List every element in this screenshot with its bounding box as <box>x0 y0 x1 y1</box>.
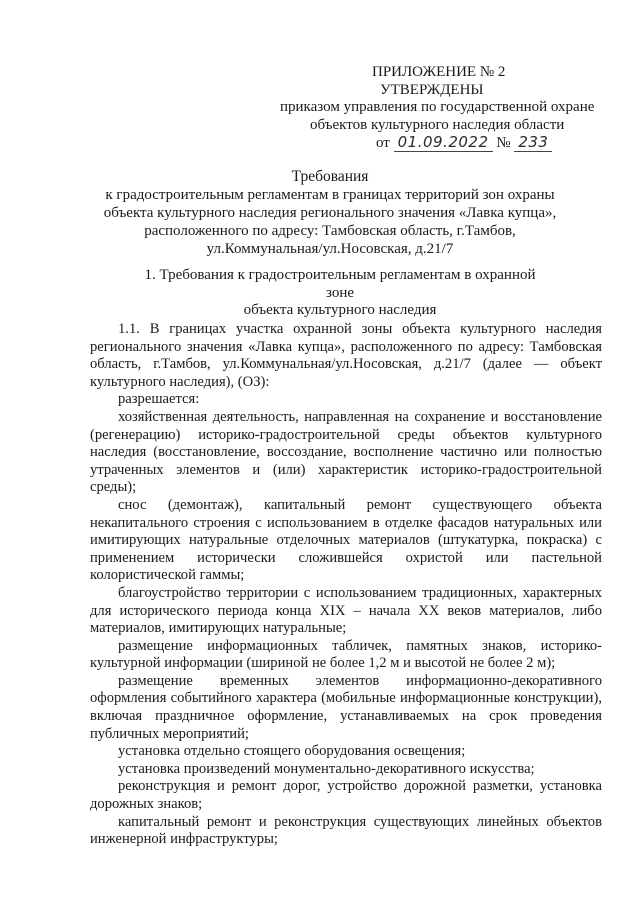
list-item: хозяйственная деятельность, направленная на сохранение и восстановление (регенерацию) историко-градостроительной среды объектов культурного наследия (восстановление, воссоздание, восполнение частично или полностью утраченных элементов и (или) характеристик историко-градостроительной среды); <box>90 408 602 496</box>
list-item: размещение временных элементов информационно-декоративного оформления событийного характера (мобильные информационные конструкции), включая праздничное оформление, устанавливаемых на срок проведения публичных мероприятий; <box>90 672 602 742</box>
list-item: снос (демонтаж), капитальный ремонт существующего объекта некапитального строения с использованием в отделке фасадов натуральных или имитирующих натуральные отделочных материалов (штукатурка, покраска) с применением исторически сложившейся охристой или пастельной колористической гаммы; <box>90 496 602 584</box>
list-item: капитальный ремонт и реконструкция существующих линейных объектов инженерной инфраструктуры; <box>90 813 602 848</box>
number-prefix: № <box>496 135 511 151</box>
approved-by-order: приказом управления по государственной охране <box>280 99 595 115</box>
title-line: к градостроительным регламентам в границах территорий зон охраны <box>105 187 555 203</box>
section-heading <box>130 267 550 320</box>
section-heading-line: 1. Требования к градостроительным регламентам в охранной зоне <box>144 267 536 301</box>
handwritten-date: 01.09.2022 <box>394 133 493 152</box>
title-line: расположенного по адресу: Тамбовская область, г.Тамбов, <box>144 223 516 239</box>
document-body <box>90 321 602 849</box>
document-title <box>95 168 565 258</box>
approved-label: УТВЕРЖДЕНЫ <box>380 81 484 98</box>
title-line: объекта культурного наследия регионального значения «Лавка купца», <box>103 205 557 221</box>
handwritten-order-number: 233 <box>514 133 552 152</box>
approval-stamp-block <box>270 64 600 153</box>
section-heading-line: объекта культурного наследия <box>243 302 437 318</box>
list-item: размещение информационных табличек, памятных знаков, историко-культурной информации (шириной не более 1,2 м и высотой не более 2 м); <box>90 637 602 672</box>
list-item: благоустройство территории с использованием традиционных, характерных для исторического периода конца XIX – начала XX веков материалов, либо материалов, имитирующих натуральные; <box>90 584 602 637</box>
list-item: установка произведений монументально-декоративного искусства; <box>118 760 535 777</box>
appendix-number: ПРИЛОЖЕНИЕ № 2 <box>372 64 506 80</box>
permitted-label: разрешается: <box>118 391 200 408</box>
list-item: реконструкция и ремонт дорог, устройство дорожной разметки, установка дорожных знаков; <box>90 778 602 813</box>
paragraph-1-1: 1.1. В границах участка охранной зоны объекта культурного наследия регионального значения «Лавка купца», расположенного по адресу: Тамбовская область, г.Тамбов, ул.Коммунальная/ул.Носовская, д.21/7 (далее –– объект культурного наследия), (ОЗ): <box>90 321 602 390</box>
title-heading: Требования <box>291 168 369 185</box>
date-prefix: от <box>376 135 390 151</box>
list-item: установка отдельно стоящего оборудования освещения; <box>118 743 466 760</box>
approved-by-authority: объектов культурного наследия области <box>310 116 565 133</box>
order-date-line <box>270 134 600 153</box>
title-line: ул.Коммунальная/ул.Носовская, д.21/7 <box>206 241 454 257</box>
